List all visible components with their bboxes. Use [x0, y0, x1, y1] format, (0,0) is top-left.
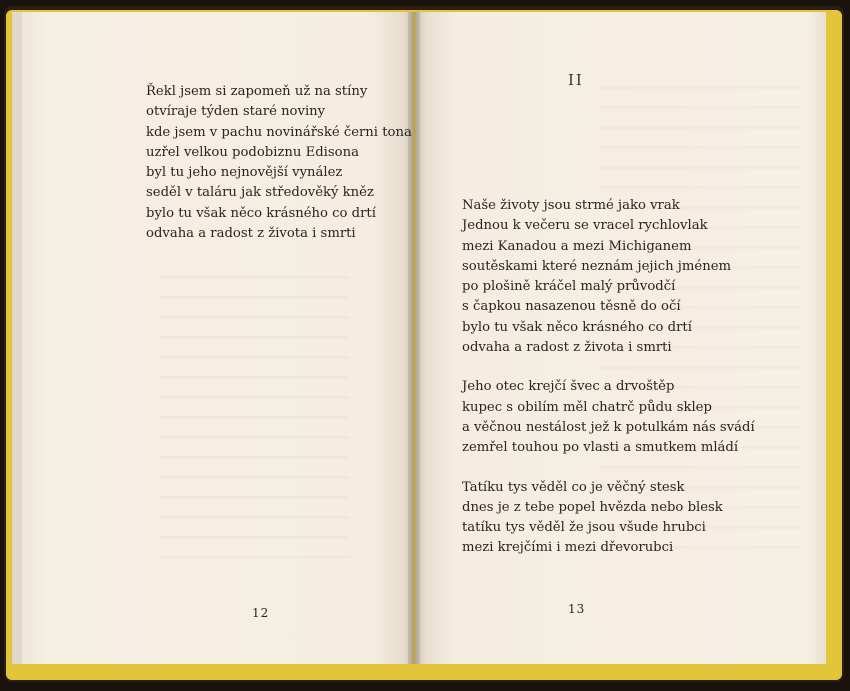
stanza-3 [462, 478, 755, 559]
poem-line: Řekl jsem si zapomeň už na stíny [146, 84, 368, 99]
poem-line: Jeho otec krejčí švec a drvoštěp [462, 379, 675, 395]
poem-line: zemřel touhou po vlasti a smutkem mládí [462, 440, 739, 456]
section-heading: II [568, 71, 584, 89]
poem-line: byl tu jeho nejnovější vynález [146, 165, 343, 181]
poem-line: mezi krejčími i mezi dřevorubci [462, 540, 674, 556]
right-poem [462, 196, 755, 578]
page-edges [12, 12, 22, 664]
poem-line: Jednou k večeru se vracel rychlovlak [462, 218, 708, 234]
left-poem [146, 82, 412, 244]
poem-line: uzřel velkou podobiznu Edisona [146, 144, 359, 160]
poem-line: seděl v taláru jak středověký kněz [146, 185, 374, 201]
poem-line: dnes je z tebe popel hvězda nebo blesk [462, 499, 723, 515]
stanza-1 [462, 196, 755, 358]
poem-line: tatíku tys věděl že jsou všude hrubci [462, 520, 706, 536]
poem-line: Naše životy jsou strmé jako vrak [462, 198, 680, 213]
poem-line: mezi Kanadou a mezi Michiganem [462, 238, 692, 254]
poem-line: Tatíku tys věděl co je věčný stesk [462, 479, 685, 495]
page-number-left: 12 [252, 606, 270, 620]
poem-line: s čapkou nasazenou těsně do očí [462, 299, 681, 315]
poem-line: bylo tu však něco krásného co drtí [146, 205, 376, 221]
poem-line: kde jsem v pachu novinářské černi tona [146, 124, 412, 140]
poem-line: odvaha a radost z života i smrti [146, 226, 356, 242]
page-number-right: 13 [568, 602, 586, 616]
poem-line: soutěskami které neznám jejich jménem [462, 258, 732, 274]
poem-line: po plošině kráčel malý průvodčí [462, 279, 676, 295]
poem-line: odvaha a radost z života i smrti [462, 340, 672, 356]
poem-line: bylo tu však něco krásného co drtí [462, 319, 692, 335]
left-bleed-through [160, 268, 350, 558]
stanza-2 [462, 377, 755, 458]
poem-line: kupec s obilím měl chatrč půdu sklep [462, 399, 712, 415]
poem-line: a věčnou nestálost jež k potulkám nás svádí [462, 419, 755, 435]
poem-line: otvíraje týden staré noviny [146, 104, 326, 120]
